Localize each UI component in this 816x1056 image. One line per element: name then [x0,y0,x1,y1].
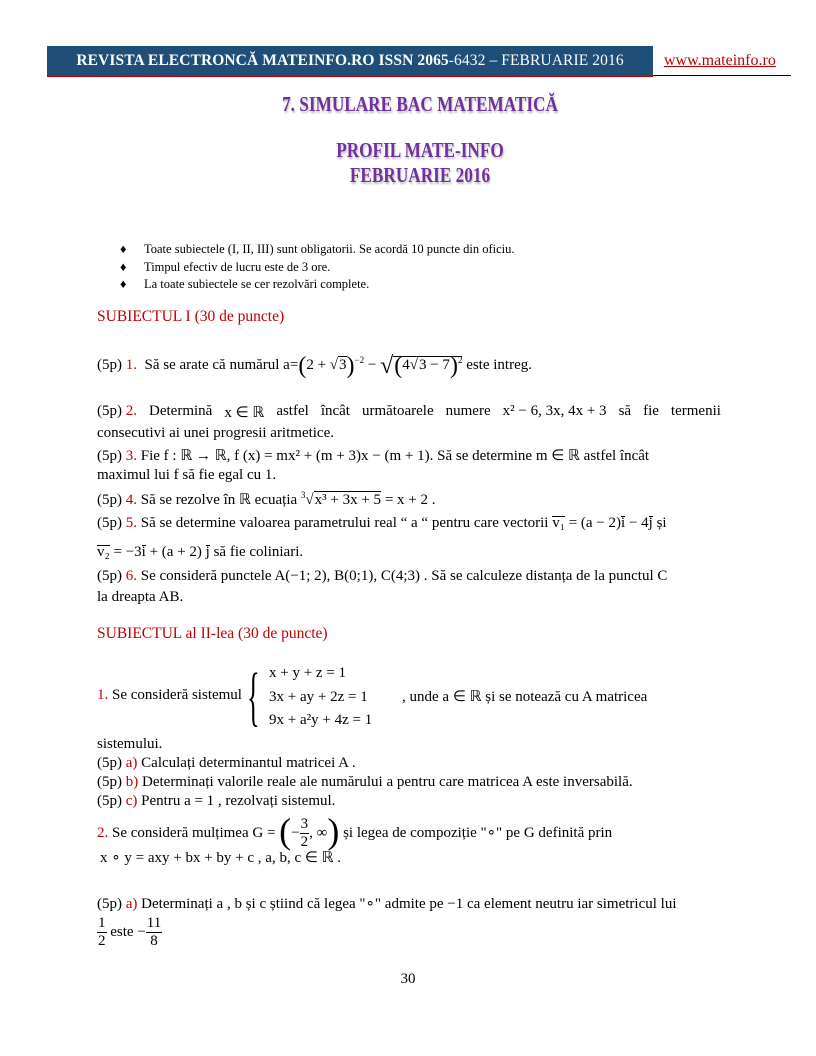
header-divider [47,76,653,77]
journal-date: – FEBRUARIE 2016 [485,52,624,69]
instruction-item: ♦ La toate subiectele se cer rezolvări complete. [120,277,370,291]
system-brace: { [247,660,260,733]
problem-2-2: 2. Se consideră mulțimea G = (− $\frac{3}{2}$ , ∞) și legea de compoziție "∘" pe G definită prin [97,811,613,851]
diamond-bullet-icon: ♦ [120,277,127,291]
problem-1-2: (5p) 2. Determină x ∈ ℝ astfel încât următoarele numere x² − 6, 3x, 4x + 3 să fie termenii [97,403,721,421]
problem-1-4: (5p) 4. Să se rezolve în ℝ ecuația $^3$√x³ + 3x + 5 = x + 2 . [97,490,436,508]
system-eq-2: 3x + ay + 2z = 1 [269,689,368,705]
problem-2-1-c: (5p) c) Pentru a = 1 , rezolvați sistemul. [97,793,336,809]
journal-header-bar [47,46,653,76]
doc-date: FEBRUARIE 2016 [349,163,491,187]
instruction-item: ♦ Timpul efectiv de lucru este de 3 ore. [120,260,331,274]
problem-1-5: (5p) 5. Să se determine valoarea parametrului real “ a “ pentru care vectorii v₁ = (a − 2)i − 4j și [97,515,667,531]
doc-profile: PROFIL MATE-INFO [336,138,504,162]
header-divider-right [653,75,791,76]
problem-1-2-cont: consecutivi ai unei progresii aritmetice. [97,425,334,441]
problem-1-1: (5p) 1. Să se arate că numărul $a=(2 + √3)^{-2} - √(4√3 - 7)^2$ este intreg. [97,353,532,379]
problem-2-1-cont: sistemului. [97,736,163,752]
section-heading-1: SUBIECTUL I (30 de puncte) [97,308,285,325]
problem-1-5-cont: v₂ = −3i + (a + 2) j să fie coliniari. [97,544,304,560]
journal-title: REVISTA ELECTRONCĂ MATEINFO.RO ISSN 2065 [76,52,449,69]
problem-1-6-cont: la dreapta AB. [97,589,184,605]
problem-2-1-tail: , unde a ∈ ℝ și se notează cu A matricea [402,689,648,705]
system-eq-3: 9x + a²y + 4z = 1 [269,712,373,728]
problem-2-2-a-cont: $\frac{1}{2}$ este − $\frac{11}{8}$ [98,915,162,949]
journal-issn-tail: -6432 [448,52,486,69]
problem-2-1: 1. Se consideră sistemul [97,687,242,703]
diamond-bullet-icon: ♦ [120,242,127,256]
page-number: 30 [400,971,416,987]
system-eq-1: x + y + z = 1 [269,665,347,681]
doc-title: 7. SIMULARE BAC MATEMATICĂ [282,92,558,116]
instruction-item: ♦ Toate subiectele (I, II, III) sunt obligatorii. Se acordă 10 puncte din oficiu. [120,242,515,256]
problem-2-1-a: (5p) a) Calculați determinantul matricei A . [97,755,356,771]
section-heading-2: SUBIECTUL al II-lea (30 de puncte) [97,625,328,642]
problem-2-1-b: (5p) b) Determinați valorile reale ale numărului a pentru care matricea A este inversabilă. [97,774,633,790]
problem-1-3: (5p) 3. Fie f : ℝ → ℝ, f (x) = mx² + (m + 3)x − (m + 1). Să se determine m ∈ ℝ astfel încât [97,448,650,464]
problem-1-3-cont: maximul lui f să fie egal cu 1. [97,467,277,483]
problem-1-6: (5p) 6. Se consideră punctele A(−1; 2), B(0;1), C(4;3) . Să se calculeze distanța de la punctul C [97,568,668,584]
website-link[interactable]: www.mateinfo.ro [664,52,776,69]
composition-law: x ∘ y = axy + bx + by + c , a, b, c ∈ ℝ . [100,850,342,866]
problem-2-2-a: (5p) a) Determinați a , b și c știind că legea "∘" admite pe −1 ca element neutru iar simetricul lui [97,896,677,912]
diamond-bullet-icon: ♦ [120,260,127,274]
